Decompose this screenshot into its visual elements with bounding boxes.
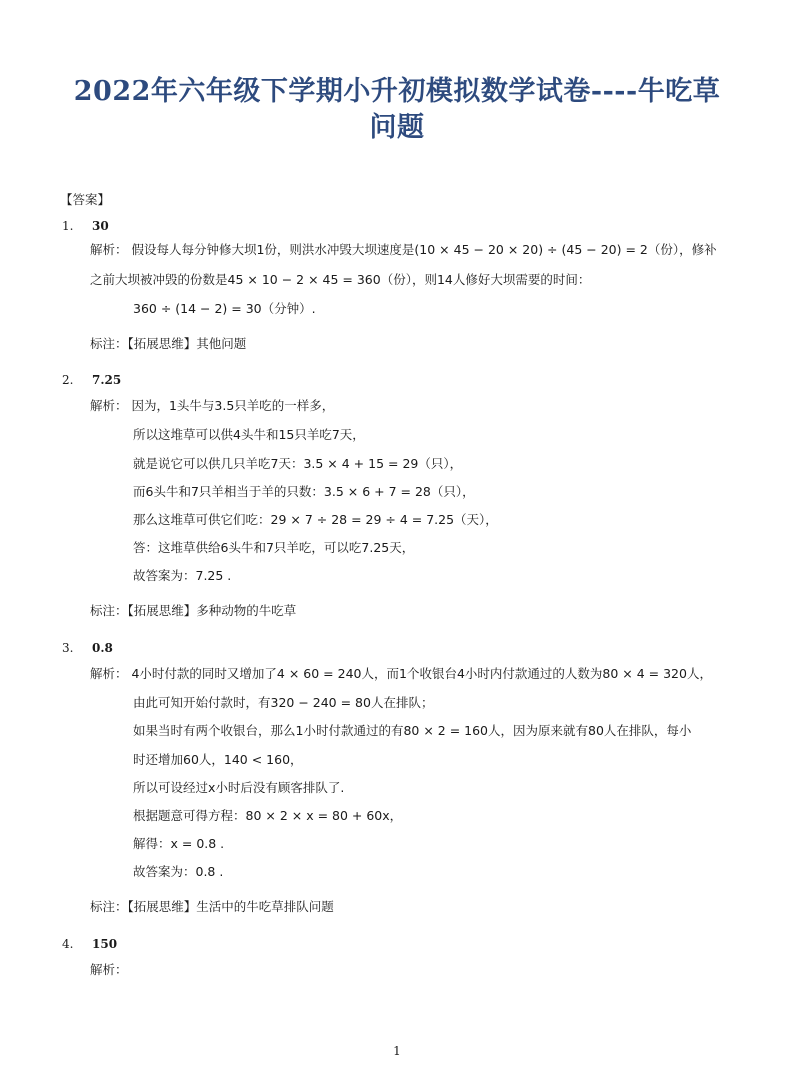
analysis-line: 360 ÷ (14 − 2) = 30（分钟）. (133, 301, 316, 316)
title-line-2: 问题 (369, 112, 425, 143)
analysis-line: 故答案为：0.8 . (133, 864, 224, 879)
analysis-line: 解析： 假设每人每分钟修大坝1份，则洪水冲毁大坝速度是(10 × 45 − 20 × 20) ÷ (45 − 20) = 2（份），修补 (90, 242, 717, 257)
analysis-line: 之前大坝被冲毁的份数是45 × 10 − 2 × 45 = 360（份），则14人修好大坝需要的时间： (90, 272, 591, 287)
title-line-1: 2022年六年级下学期小升初模拟数学试卷----牛吃草 (73, 76, 721, 107)
analysis-line: 故答案为：7.25 . (133, 568, 232, 583)
answer-value: 30 (92, 219, 109, 233)
tag-line: 标注：【拓展思维】其他问题 (90, 336, 247, 351)
analysis-line: 所以可设经过x小时后没有顾客排队了. (133, 780, 345, 795)
tag-line: 标注：【拓展思维】多种动物的牛吃草 (90, 603, 297, 618)
tag-line: 标注：【拓展思维】生活中的牛吃草排队问题 (90, 899, 334, 914)
answer-section-label: 【答案】 (60, 192, 111, 207)
analysis-line: 解析： 4小时付款的同时又增加了4 × 60 = 240人，而1个收银台4小时内付款通过的人数为80 × 4 = 320人， (90, 666, 712, 681)
page-title (60, 74, 734, 146)
analysis-line: 解析： (90, 962, 128, 977)
analysis-line: 而6头牛和7只羊相当于羊的只数：3.5 × 6 + 7 = 28（只）， (133, 484, 475, 499)
analysis-line: 所以这堆草可以供4头牛和15只羊吃7天， (133, 427, 365, 442)
analysis-line: 就是说它可以供几只羊吃7天：3.5 × 4 + 15 = 29（只）， (133, 456, 463, 471)
page-number: 1 (393, 1044, 401, 1058)
analysis-line: 答：这堆草供给6头牛和7只羊吃，可以吃7.25天， (133, 540, 415, 555)
question-number: 1. (62, 219, 74, 233)
question-number: 2. (62, 373, 74, 387)
answer-value: 150 (92, 937, 118, 951)
analysis-line: 那么这堆草可供它们吃：29 × 7 ÷ 28 = 29 ÷ 4 = 7.25（天）， (133, 512, 498, 527)
analysis-line: 时还增加60人，140 < 160， (133, 752, 303, 767)
answer-value: 7.25 (92, 373, 122, 387)
analysis-line: 解析： 因为，1头牛与3.5只羊吃的一样多， (90, 398, 335, 413)
analysis-line: 如果当时有两个收银台，那么1小时付款通过的有80 × 2 = 160人，因为原来就有80人在排队，每小 (133, 723, 692, 738)
answer-value: 0.8 (92, 641, 113, 655)
question-number: 3. (62, 641, 74, 655)
question-number: 4. (62, 937, 74, 951)
analysis-line: 由此可知开始付款时，有320 − 240 = 80人在排队； (133, 695, 434, 710)
analysis-line: 根据题意可得方程：80 × 2 × x = 80 + 60x， (133, 808, 403, 823)
analysis-line: 解得：x = 0.8 . (133, 836, 225, 851)
